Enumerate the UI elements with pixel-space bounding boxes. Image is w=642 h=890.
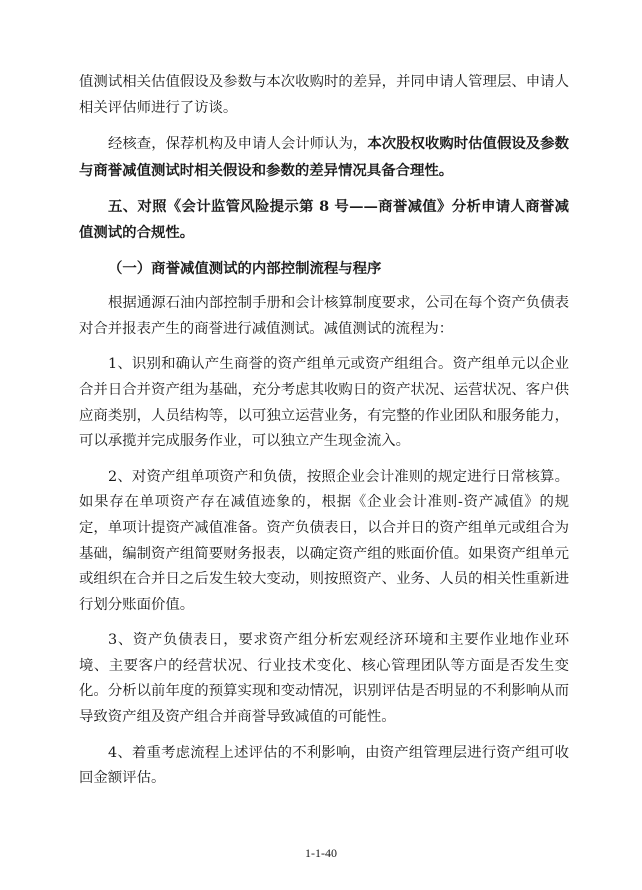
subsection-heading-1: （一）商誉减值测试的内部控制流程与程序: [108, 259, 382, 277]
paragraph-continuation: 值测试相关估值假设及参数与本次收购时的差异，并同申请人管理层、申请人相关评估师进行了访谈。: [79, 74, 569, 116]
document-body: [79, 70, 569, 802]
conclusion-bold: 本次股权收购时估值假设及参数与商誉减值测试时相关假设和参数的差异情况具备合理性。: [79, 135, 569, 179]
paragraph-step-3: 3、资产负债表日，要求资产组分析宏观经济环境和主要作业地作业环境、主要客户的经营状况、行业技术变化、核心管理团队等方面是否发生变化。分析以前年度的预算实现和变动情况，识别评估是否明显的不利影响从而导致资产组及资产组合并商誉导致减值的可能性。: [79, 632, 569, 726]
paragraph-step-2: 2、对资产组单项资产和负债，按照企业会计准则的规定进行日常核算。如果存在单项资产存在减值迹象的，根据《企业会计准则-资产减值》的规定，单项计提资产减值准备。资产负债表日，以合并日的资产组单元或组合为基础，编制资产组简要财务报表，以确定资产组的账面价值。如果资产组单元或组织在合并日之后发生较大变动，则按照资产、业务、人员的相关性重新进行划分账面价值。: [79, 468, 569, 613]
section-heading-5: 五、对照《会计监管风险提示第 8 号——商誉减值》分析申请人商誉减值测试的合规性。: [79, 198, 569, 241]
conclusion-lead: 经核查，保荐机构及申请人会计师认为，: [108, 136, 368, 153]
paragraph-step-4: 4、着重考虑流程上述评估的不利影响，由资产组管理层进行资产组可收回金额评估。: [79, 744, 569, 787]
paragraph-step-1: 1、识别和确认产生商誉的资产组单元或资产组组合。资产组单元以企业合并日合并资产组为基础，充分考虑其收购日的资产状况、运营状况、客户供应商类别，人员结构等，以可独立运营业务，有完整的作业团队和服务能力，可以承揽并完成服务作业，可以独立产生现金流入。: [79, 356, 569, 450]
page-number: 1-1-40: [305, 846, 337, 860]
paragraph-conclusion: [79, 131, 569, 184]
paragraph-intro: 根据通源石油内部控制手册和会计核算制度要求，公司在每个资产负债表对合并报表产生的商誉进行减值测试。减值测试的流程为：: [79, 295, 569, 337]
